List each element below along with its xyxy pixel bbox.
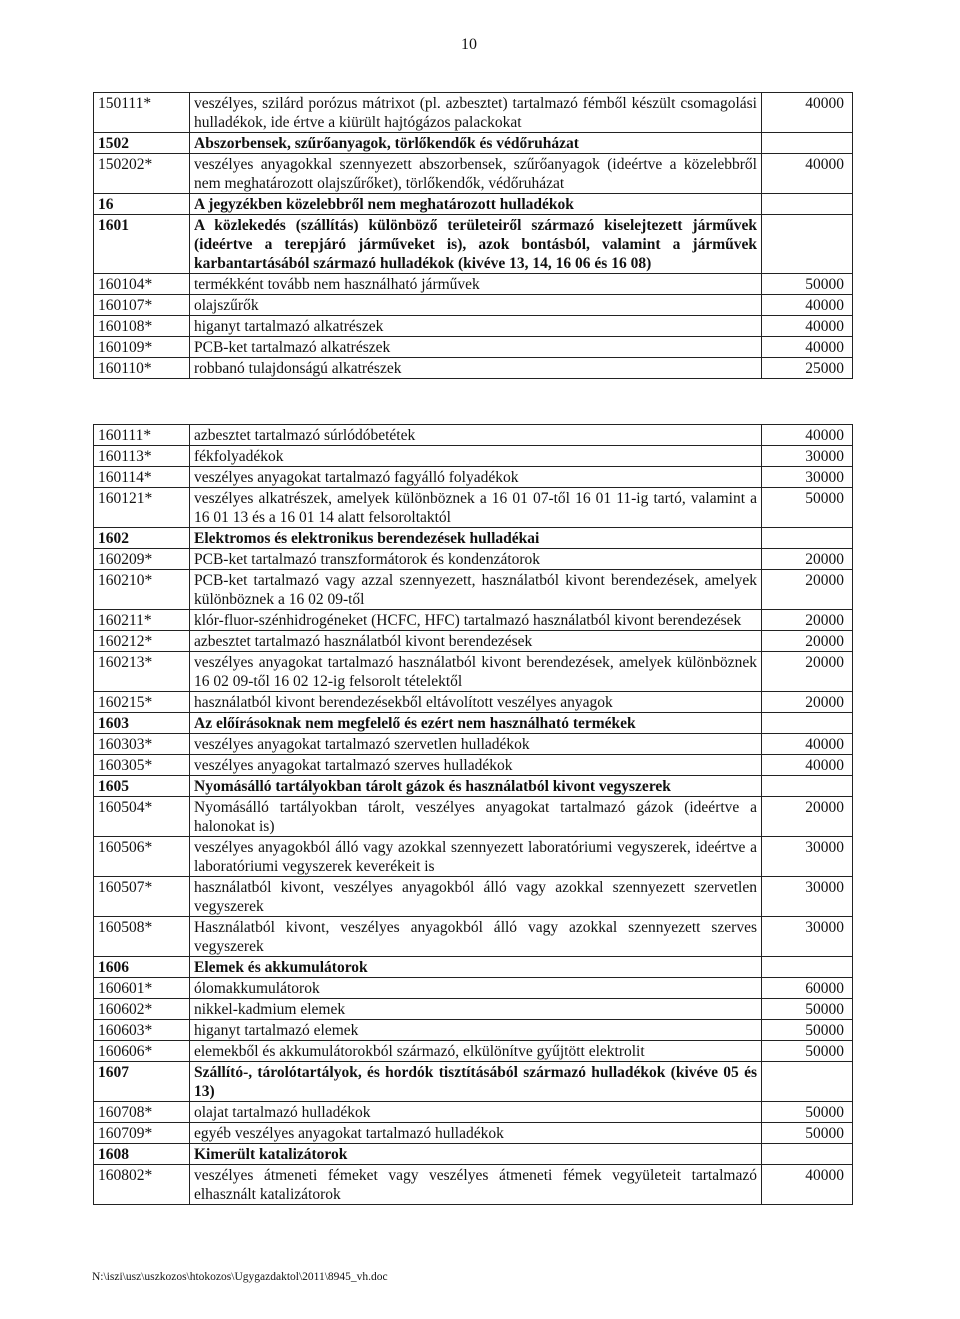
description-cell: Elemek és akkumulátorok — [190, 957, 762, 978]
waste-code-cell: 1601 — [94, 215, 190, 274]
table-row — [94, 978, 853, 999]
quantity-cell: 20000 — [762, 797, 853, 837]
group-header-row — [94, 133, 853, 154]
table-row — [94, 999, 853, 1020]
waste-code-cell: 160601* — [94, 978, 190, 999]
table-body — [94, 93, 853, 379]
table-row — [94, 837, 853, 877]
table-row — [94, 877, 853, 917]
table-row — [94, 488, 853, 528]
waste-code-cell: 150111* — [94, 93, 190, 133]
waste-code-cell: 160606* — [94, 1041, 190, 1062]
description-cell: Kimerült katalizátorok — [190, 1144, 762, 1165]
description-cell: olajszűrők — [190, 295, 762, 316]
quantity-cell: 50000 — [762, 488, 853, 528]
waste-code-cell: 160121* — [94, 488, 190, 528]
table-row — [94, 631, 853, 652]
description-cell: Szállító-, tárolótartályok, és hordók tisztításából származó hulladékok (kivéve 05 és 13) — [190, 1062, 762, 1102]
description-cell: nikkel-kadmium elemek — [190, 999, 762, 1020]
table-row — [94, 154, 853, 194]
description-cell: fékfolyadékok — [190, 446, 762, 467]
table-row — [94, 1123, 853, 1144]
description-cell: veszélyes anyagokat tartalmazó szerves hulladékok — [190, 755, 762, 776]
quantity-cell — [762, 215, 853, 274]
quantity-cell: 50000 — [762, 999, 853, 1020]
waste-code-cell: 1608 — [94, 1144, 190, 1165]
description-cell: Az előírásoknak nem megfelelő és ezért nem használható termékek — [190, 713, 762, 734]
waste-code-cell: 160305* — [94, 755, 190, 776]
group-header-row — [94, 1144, 853, 1165]
table-row — [94, 1102, 853, 1123]
quantity-cell — [762, 776, 853, 797]
quantity-cell: 50000 — [762, 274, 853, 295]
description-cell: használatból kivont berendezésekből eltávolított veszélyes anyagok — [190, 692, 762, 713]
waste-code-cell: 1502 — [94, 133, 190, 154]
quantity-cell: 20000 — [762, 610, 853, 631]
quantity-cell: 40000 — [762, 1165, 853, 1205]
waste-code-cell: 160708* — [94, 1102, 190, 1123]
quantity-cell — [762, 713, 853, 734]
waste-code-cell: 160506* — [94, 837, 190, 877]
table-row — [94, 93, 853, 133]
quantity-cell: 50000 — [762, 1102, 853, 1123]
group-header-row — [94, 528, 853, 549]
description-cell: higanyt tartalmazó alkatrészek — [190, 316, 762, 337]
quantity-cell: 60000 — [762, 978, 853, 999]
quantity-cell: 30000 — [762, 467, 853, 488]
description-cell: veszélyes anyagokat tartalmazó használatból kivont berendezések, amelyek különböznek 16 02 09-től 16 02 12-ig felsorolt tételektől — [190, 652, 762, 692]
waste-code-cell: 1602 — [94, 528, 190, 549]
description-cell: veszélyes, szilárd porózus mátrixot (pl. azbesztet) tartalmazó fémből készült csomagolási hulladékok, ide értve a kiürült hajtógázos palackokat — [190, 93, 762, 133]
quantity-cell: 40000 — [762, 337, 853, 358]
quantity-cell: 40000 — [762, 755, 853, 776]
description-cell: veszélyes alkatrészek, amelyek különböznek a 16 01 07-től 16 01 11-ig tartó, valamint a 16 01 13 és a 16 01 14 alatt felsoroltaktól — [190, 488, 762, 528]
table-row — [94, 549, 853, 570]
description-cell: robbanó tulajdonságú alkatrészek — [190, 358, 762, 379]
waste-code-cell: 160211* — [94, 610, 190, 631]
table-row — [94, 316, 853, 337]
quantity-cell: 30000 — [762, 837, 853, 877]
description-cell: használatból kivont, veszélyes anyagokból álló vagy azokkal szennyezett szervetlen vegyszerek — [190, 877, 762, 917]
table-row — [94, 692, 853, 713]
quantity-cell — [762, 133, 853, 154]
waste-code-cell: 1605 — [94, 776, 190, 797]
description-cell: elemekből és akkumulátorokból származó, elkülönítve gyűjtött elektrolit — [190, 1041, 762, 1062]
description-cell: Elektromos és elektronikus berendezések hulladékai — [190, 528, 762, 549]
group-header-row — [94, 776, 853, 797]
table-row — [94, 652, 853, 692]
description-cell: ólomakkumulátorok — [190, 978, 762, 999]
description-cell: Abszorbensek, szűrőanyagok, törlőkendők és védőruházat — [190, 133, 762, 154]
waste-code-cell: 16 — [94, 194, 190, 215]
description-cell: egyéb veszélyes anyagokat tartalmazó hulladékok — [190, 1123, 762, 1144]
quantity-cell: 40000 — [762, 734, 853, 755]
table-row — [94, 358, 853, 379]
description-cell: higanyt tartalmazó elemek — [190, 1020, 762, 1041]
table-row — [94, 1020, 853, 1041]
waste-code-cell: 150202* — [94, 154, 190, 194]
group-header-row — [94, 713, 853, 734]
waste-code-cell: 160213* — [94, 652, 190, 692]
quantity-cell: 20000 — [762, 549, 853, 570]
table-row — [94, 610, 853, 631]
table-row — [94, 446, 853, 467]
quantity-cell — [762, 194, 853, 215]
description-cell: azbesztet tartalmazó súrlódóbetétek — [190, 425, 762, 446]
quantity-cell: 30000 — [762, 446, 853, 467]
description-cell: olajat tartalmazó hulladékok — [190, 1102, 762, 1123]
description-cell: termékként tovább nem használható járművek — [190, 274, 762, 295]
description-cell: veszélyes anyagokkal szennyezett abszorbensek, szűrőanyagok (ideértve a közelebbről nem meghatározott olajszűrőket), törlőkendők, védőruházat — [190, 154, 762, 194]
description-cell: Nyomásálló tartályokban tárolt gázok és használatból kivont vegyszerek — [190, 776, 762, 797]
waste-code-cell: 160111* — [94, 425, 190, 446]
table-row — [94, 734, 853, 755]
quantity-cell: 40000 — [762, 93, 853, 133]
waste-code-cell: 160107* — [94, 295, 190, 316]
quantity-cell: 40000 — [762, 425, 853, 446]
waste-code-cell: 160109* — [94, 337, 190, 358]
quantity-cell: 20000 — [762, 631, 853, 652]
table-row — [94, 1041, 853, 1062]
description-cell: veszélyes átmeneti fémeket vagy veszélyes átmeneti fémek vegyületeit tartalmazó elhasznált katalizátorok — [190, 1165, 762, 1205]
group-header-row — [94, 215, 853, 274]
waste-code-cell: 160110* — [94, 358, 190, 379]
waste-code-cell: 160104* — [94, 274, 190, 295]
description-cell: PCB-ket tartalmazó vagy azzal szennyezett, használatból kivont berendezések, amelyek különböznek a 16 02 09-től — [190, 570, 762, 610]
quantity-cell — [762, 1062, 853, 1102]
table-row — [94, 295, 853, 316]
table-row — [94, 917, 853, 957]
quantity-cell: 30000 — [762, 917, 853, 957]
description-cell: PCB-ket tartalmazó alkatrészek — [190, 337, 762, 358]
quantity-cell: 40000 — [762, 295, 853, 316]
waste-code-cell: 1606 — [94, 957, 190, 978]
page-number: 10 — [461, 36, 477, 53]
waste-code-cell: 160709* — [94, 1123, 190, 1144]
description-cell: veszélyes anyagokat tartalmazó fagyálló folyadékok — [190, 467, 762, 488]
waste-code-cell: 160303* — [94, 734, 190, 755]
waste-code-cell: 160602* — [94, 999, 190, 1020]
table-row — [94, 467, 853, 488]
quantity-cell: 25000 — [762, 358, 853, 379]
waste-code-cell: 160209* — [94, 549, 190, 570]
description-cell: A közlekedés (szállítás) különböző területeiről származó kiselejtezett járművek (ideértve a terepjáró járműveket is), azok bontásból, valamint a járművek karbantartásából származó hulladékok (kivéve 13, 14, 16 06 és 16 08) — [190, 215, 762, 274]
waste-code-cell: 160802* — [94, 1165, 190, 1205]
waste-code-cell: 160215* — [94, 692, 190, 713]
description-cell: Nyomásálló tartályokban tárolt, veszélyes anyagokat tartalmazó gázok (ideértve a halonokat is) — [190, 797, 762, 837]
waste-code-cell: 160212* — [94, 631, 190, 652]
quantity-cell: 50000 — [762, 1123, 853, 1144]
description-cell: veszélyes anyagokból álló vagy azokkal szennyezett laboratóriumi vegyszerek, ideértve a laboratóriumi vegyszerek keverékeit is — [190, 837, 762, 877]
waste-code-cell: 160113* — [94, 446, 190, 467]
waste-code-cell: 160603* — [94, 1020, 190, 1041]
quantity-cell: 50000 — [762, 1020, 853, 1041]
description-cell: klór-fluor-szénhidrogéneket (HCFC, HFC) tartalmazó használatból kivont berendezések — [190, 610, 762, 631]
quantity-cell — [762, 528, 853, 549]
table-row — [94, 570, 853, 610]
group-header-row — [94, 1062, 853, 1102]
table-row — [94, 755, 853, 776]
quantity-cell: 40000 — [762, 316, 853, 337]
table-body — [94, 425, 853, 1205]
quantity-cell — [762, 957, 853, 978]
waste-code-cell: 160508* — [94, 917, 190, 957]
table-row — [94, 425, 853, 446]
description-cell: veszélyes anyagokat tartalmazó szervetlen hulladékok — [190, 734, 762, 755]
waste-code-cell: 160108* — [94, 316, 190, 337]
table-row — [94, 274, 853, 295]
quantity-cell: 40000 — [762, 154, 853, 194]
waste-code-cell: 1607 — [94, 1062, 190, 1102]
description-cell: PCB-ket tartalmazó transzformátorok és kondenzátorok — [190, 549, 762, 570]
description-cell: Használatból kivont, veszélyes anyagokból álló vagy azokkal szennyezett szerves vegyszerek — [190, 917, 762, 957]
quantity-cell: 50000 — [762, 1041, 853, 1062]
quantity-cell: 20000 — [762, 692, 853, 713]
waste-code-cell: 1603 — [94, 713, 190, 734]
quantity-cell: 30000 — [762, 877, 853, 917]
description-cell: azbesztet tartalmazó használatból kivont berendezések — [190, 631, 762, 652]
description-cell: A jegyzékben közelebbről nem meghatározott hulladékok — [190, 194, 762, 215]
quantity-cell: 20000 — [762, 652, 853, 692]
group-header-row — [94, 194, 853, 215]
waste-code-cell: 160504* — [94, 797, 190, 837]
waste-code-cell: 160210* — [94, 570, 190, 610]
waste-code-cell: 160114* — [94, 467, 190, 488]
quantity-cell: 20000 — [762, 570, 853, 610]
waste-code-table-upper — [93, 92, 853, 379]
group-header-row — [94, 957, 853, 978]
table-row — [94, 337, 853, 358]
table-row — [94, 1165, 853, 1205]
document-file-path: N:\iszi\usz\uszkozos\htokozos\Ugygazdaktol\2011\8945_vh.doc — [92, 1271, 388, 1283]
table-row — [94, 797, 853, 837]
waste-code-table-lower — [93, 424, 853, 1205]
quantity-cell — [762, 1144, 853, 1165]
waste-code-cell: 160507* — [94, 877, 190, 917]
